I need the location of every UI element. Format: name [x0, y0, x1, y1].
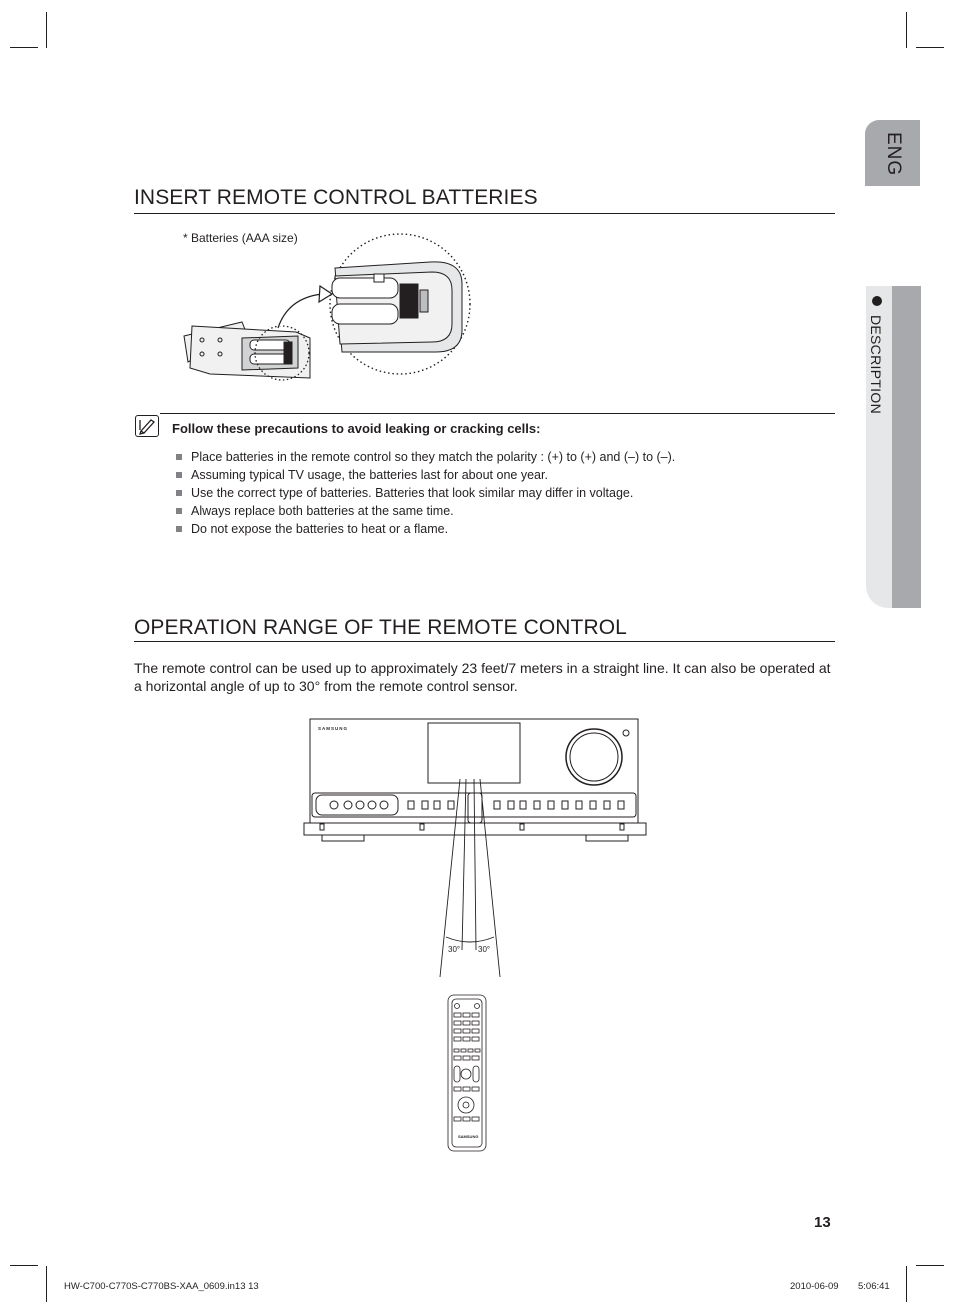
crop-mark: [46, 1266, 47, 1302]
battery-insertion-illustration: [170, 228, 480, 388]
av-receiver: [304, 719, 646, 841]
remote-brand-logo: SAMSUNG: [458, 1134, 479, 1139]
remote-battery-closeup: [332, 262, 462, 352]
zoom-arrow: [278, 294, 322, 328]
footer-time: 5:06:41: [858, 1281, 890, 1292]
list-item: Assuming typical TV usage, the batteries last for about one year.: [176, 466, 675, 484]
page-number: 13: [814, 1214, 831, 1231]
crop-mark: [916, 47, 944, 48]
remote-open-battery-cover: [184, 322, 310, 378]
precaution-list: [176, 448, 675, 538]
language-tab-label: ENG: [883, 132, 904, 177]
footer-date: 2010-06-09: [790, 1281, 839, 1292]
crop-mark: [906, 12, 907, 48]
language-tab: [865, 120, 920, 186]
list-item: Do not expose the batteries to heat or a flame.: [176, 520, 675, 538]
note-rule: [160, 413, 835, 414]
crop-mark: [46, 12, 47, 48]
crop-mark: [10, 1265, 38, 1266]
list-item: Always replace both batteries at the same time.: [176, 502, 675, 520]
crop-mark: [906, 1266, 907, 1302]
angle-label-left: 30°: [448, 945, 461, 954]
remote-control: [448, 995, 486, 1151]
crop-mark: [916, 1265, 944, 1266]
crop-mark: [10, 47, 38, 48]
range-description: The remote control can be used up to approximately 23 feet/7 meters in a straight line. It can also be operated at a horizontal angle of up to 30° from the remote control sensor.: [134, 660, 831, 694]
operation-range-illustration: [300, 715, 650, 1155]
section-title-range: OPERATION RANGE OF THE REMOTE CONTROL: [134, 616, 627, 639]
chapter-tab-accent: [892, 286, 921, 608]
section-title-batteries: INSERT REMOTE CONTROL BATTERIES: [134, 186, 538, 209]
battery-caption: * Batteries (AAA size): [183, 231, 298, 245]
list-item: Use the correct type of batteries. Batteries that look similar may differ in voltage.: [176, 484, 675, 502]
note-icon: [135, 415, 159, 437]
section-rule: [134, 641, 835, 642]
receiver-brand-logo: SAMSUNG: [318, 726, 349, 731]
chapter-tab-label: DESCRIPTION: [868, 315, 884, 414]
section-rule: [134, 213, 835, 214]
note-heading: Follow these precautions to avoid leaking or cracking cells:: [172, 421, 541, 436]
footer-filename: HW-C700-C770S-C770BS-XAA_0609.in13 13: [64, 1281, 259, 1292]
list-item: Place batteries in the remote control so they match the polarity : (+) to (+) and (–) to (–).: [176, 448, 675, 466]
chapter-bullet-icon: [872, 296, 882, 306]
angle-label-right: 30°: [478, 945, 491, 954]
